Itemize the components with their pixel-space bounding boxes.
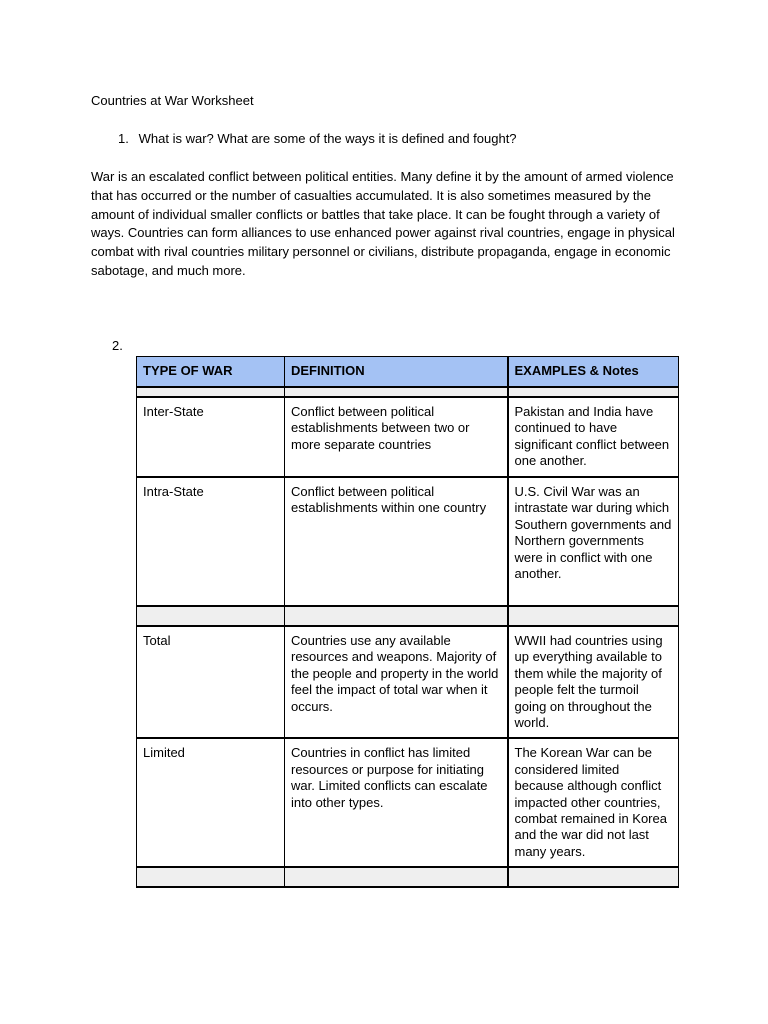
cell-definition: Countries use any available resources and weapons. Majority of the people and property in the world feel the impact of total war when it occurs. [285, 626, 508, 738]
spacer-cell [137, 606, 285, 626]
cell-definition: Countries in conflict has limited resources or purpose for initiating war. Limited conflicts can escalate into other types. [285, 738, 508, 867]
spacer-cell [285, 606, 508, 626]
cell-definition: Conflict between political establishments within one country [285, 477, 508, 606]
table-row [137, 738, 679, 867]
cell-type: Limited [137, 738, 285, 867]
cell-examples: U.S. Civil War was an intrastate war during which Southern governments and Northern governments were in conflict with one another. [508, 477, 679, 606]
answer-1-paragraph: War is an escalated conflict between political entities. Many define it by the amount of armed violence that has occurred or the number of casualties accumulated. It is also sometimes measured by the amount of individual smaller conflicts or battles that take place. It can be fought through a variety of ways. Countries can form alliances to use enhanced power against rival countries, engage in physical combat with rival countries military personnel or civilians, distribute propaganda, engage in economic sabotage, and much more. [91, 169, 675, 278]
question-1 [118, 131, 517, 147]
cell-definition: Conflict between political establishments between two or more separate countries [285, 397, 508, 477]
spacer-cell [137, 387, 285, 397]
cell-type: Inter-State [137, 397, 285, 477]
table-row [137, 626, 679, 738]
table-header-row [137, 357, 679, 388]
war-types-table [136, 356, 679, 888]
document-title: Countries at War Worksheet [91, 93, 254, 108]
spacer-cell [137, 867, 285, 887]
spacer-cell [285, 867, 508, 887]
spacer-cell [508, 867, 679, 887]
spacer-cell [508, 606, 679, 626]
cell-examples: The Korean War can be considered limited because although conflict impacted other countries, combat remained in Korea and the war did not last many years. [508, 738, 679, 867]
cell-type: Total [137, 626, 285, 738]
spacer-cell [508, 387, 679, 397]
header-definition: DEFINITION [285, 357, 508, 388]
cell-examples: WWII had countries using up everything available to them while the majority of people felt the turmoil going on throughout the world. [508, 626, 679, 738]
question-1-text: What is war? What are some of the ways it is defined and fought? [138, 131, 517, 146]
header-type-of-war: TYPE OF WAR [137, 357, 285, 388]
table-row [137, 397, 679, 477]
spacer-cell [285, 387, 508, 397]
table-spacer-row [137, 867, 679, 887]
cell-examples: Pakistan and India have continued to have significant conflict between one another. [508, 397, 679, 477]
cell-type: Intra-State [137, 477, 285, 606]
table-row [137, 477, 679, 606]
table-spacer-row [137, 606, 679, 626]
question-2-number: 2. [112, 338, 123, 353]
table-spacer-row [137, 387, 679, 397]
question-1-number: 1. [118, 131, 129, 146]
header-examples: EXAMPLES & Notes [508, 357, 679, 388]
